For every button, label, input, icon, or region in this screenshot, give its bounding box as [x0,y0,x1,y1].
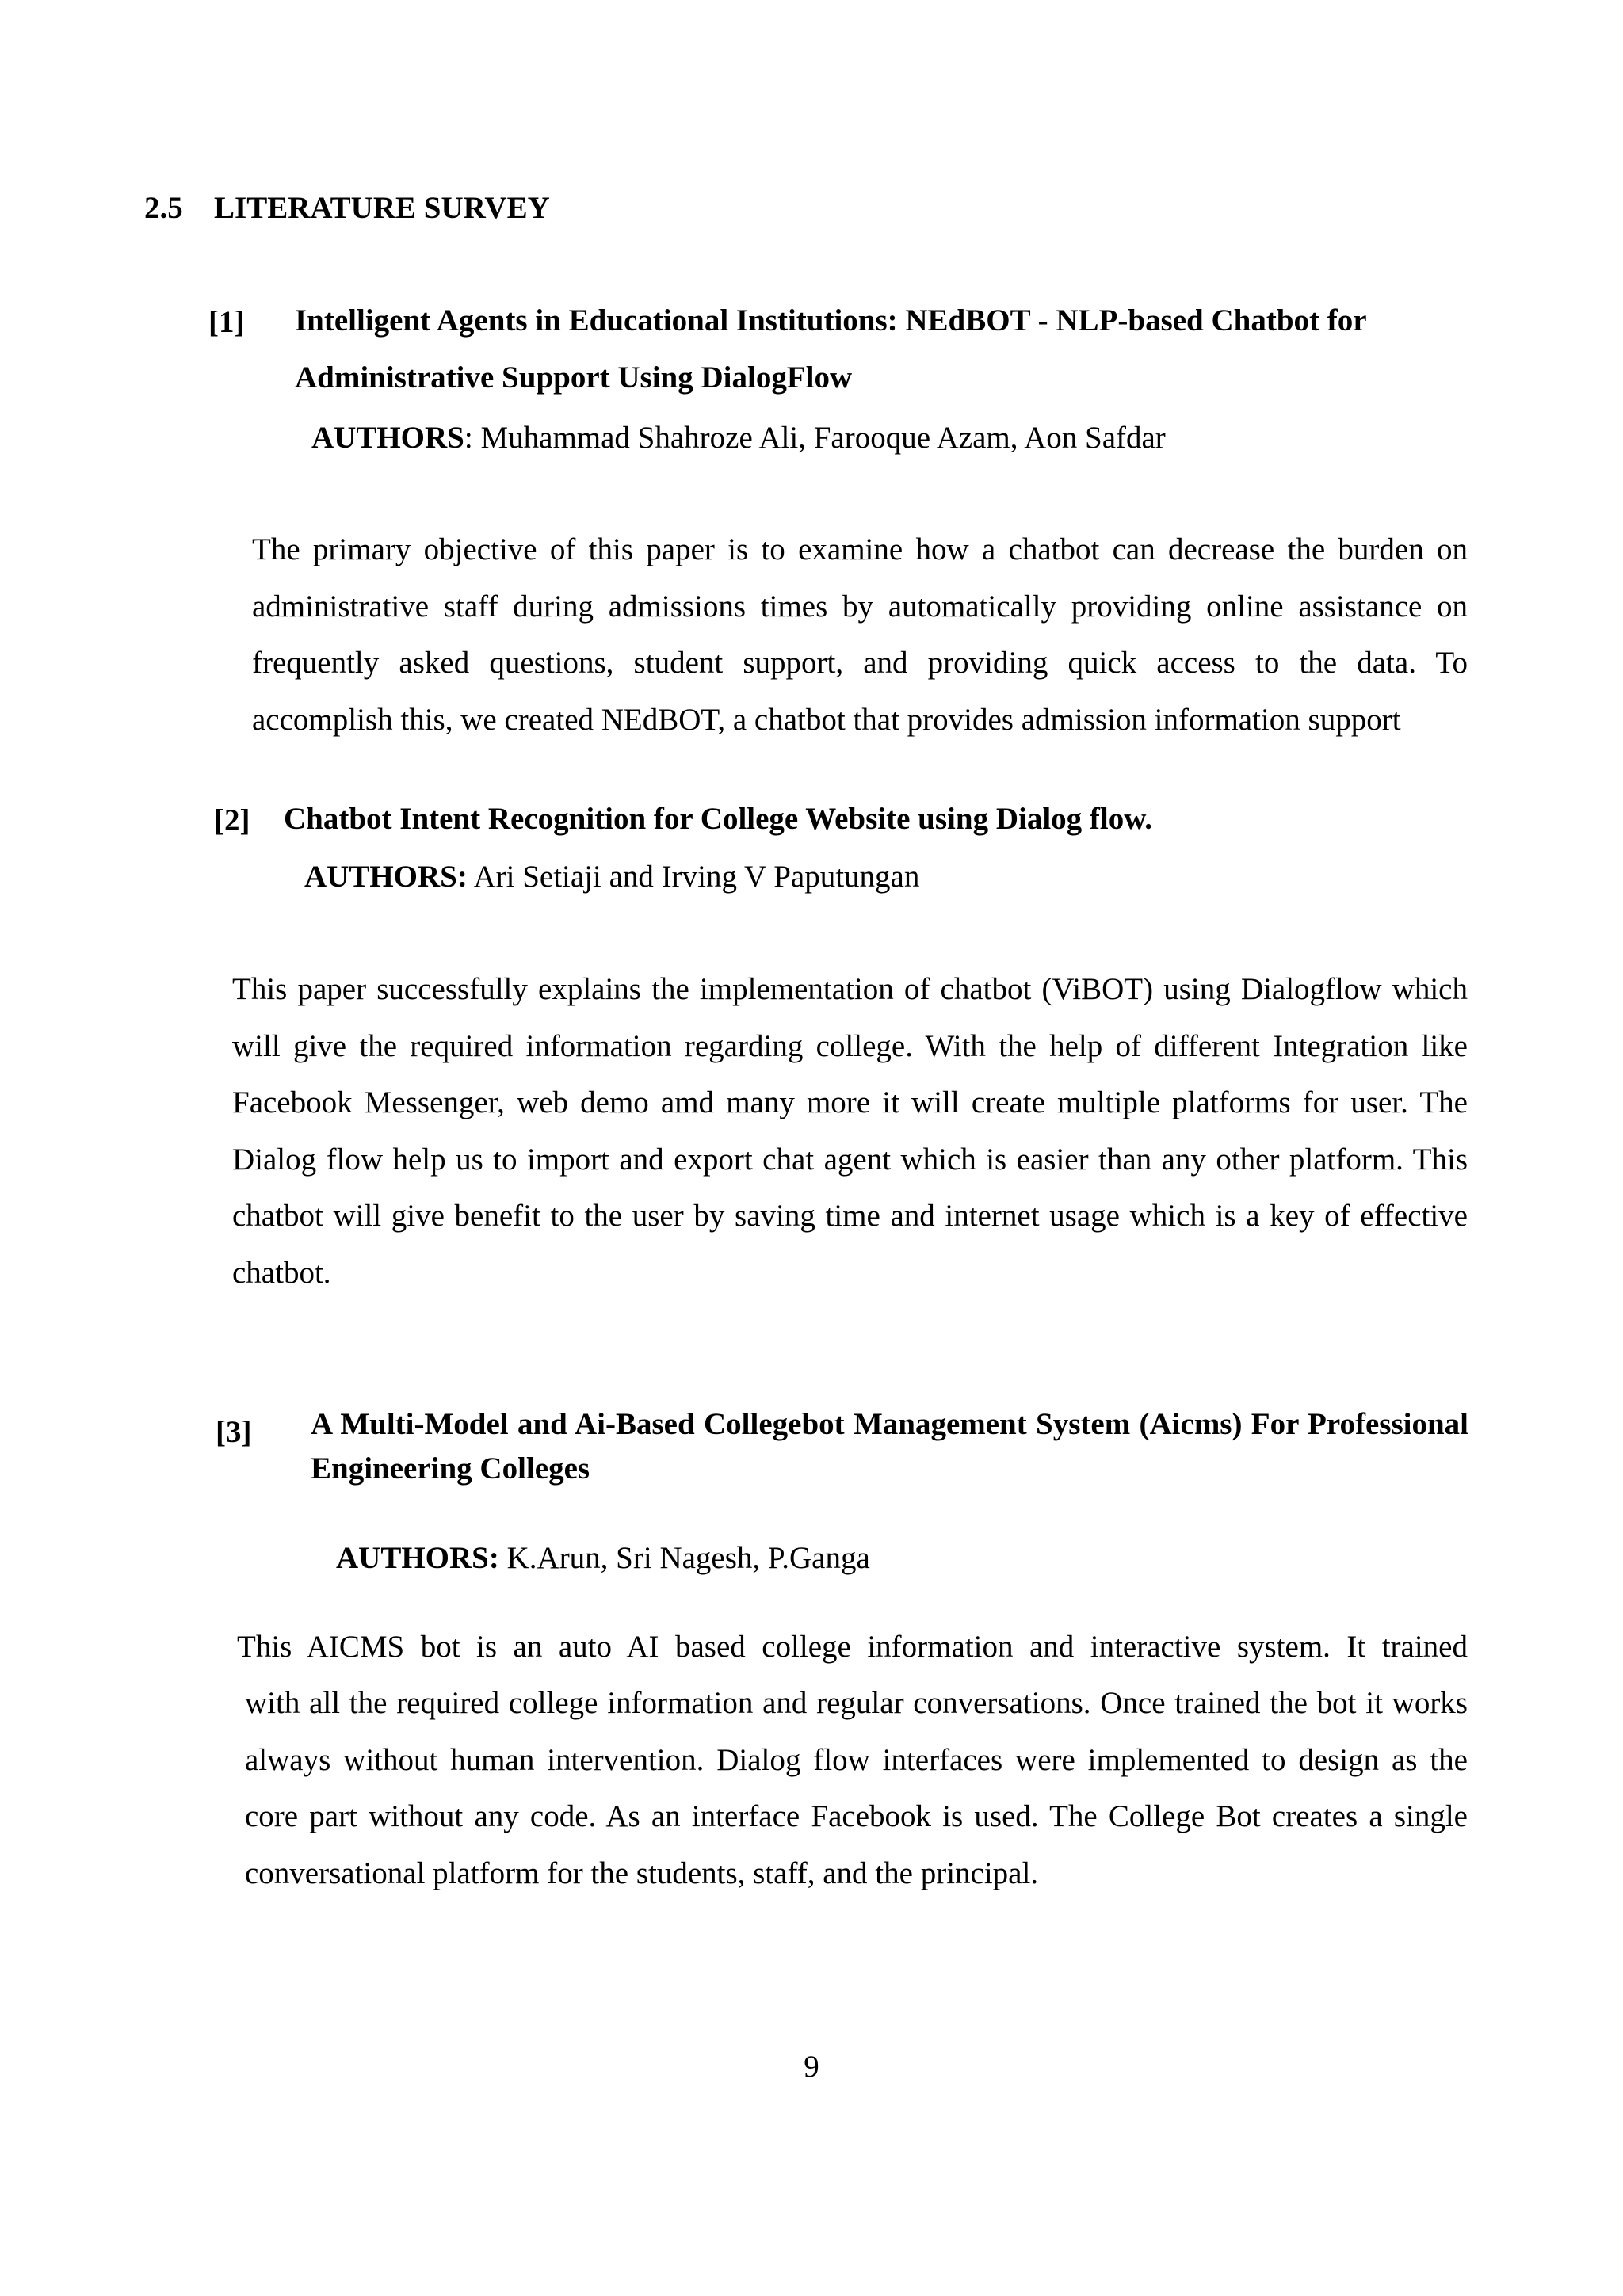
reference-authors [336,1540,870,1576]
authors-label: AUTHORS: [336,1541,499,1575]
section-heading [144,190,550,226]
reference-number: [1] [208,305,245,339]
authors-names: Muhammad Shahroze Ali, Farooque Azam, Aon Safdar [472,421,1166,455]
reference-summary: with all the required college information and regular conversations. Once trained the bot it works always without human intervention. Dialog flow interfaces were implemented to design as the core part without any code. As an interface Facebook is used. The College Bot creates a single conversational platform for the students, staff, and the principal. [245,1686,1468,1890]
reference-summary: The primary objective of this paper is to examine how a chatbot can decrease the burden on administrative staff during admissions times by automatically providing online assistance on frequently asked questions, student support, and providing quick access to the data. To accomplish this, we created NEdBOT, a chatbot that provides admission information support [252,532,1468,737]
reference-summary: This paper successfully explains the implementation of chatbot (ViBOT) using Dialogflow which will give the required information regarding college. With the help of different Integration like Facebook Messenger, web demo amd many more it will create multiple platforms for user. The Dialog flow help us to import and export chat agent which is easier than any other platform. This chatbot will give benefit to the user by saving time and internet usage which is a key of effective chatbot. [232,972,1468,1290]
reference-title: Chatbot Intent Recognition for College Website using Dialog flow. [284,802,1152,836]
reference-title: Intelligent Agents in Educational Institutions: NEdBOT - NLP-based Chatbot for Administrative Support Using DialogFlow [295,303,1366,395]
section-number: 2.5 [144,191,183,225]
section-title: LITERATURE SURVEY [214,191,550,225]
authors-names: Ari Setiaji and Irving V Paputungan [467,860,920,894]
reference-authors [304,859,919,894]
authors-names: K.Arun, Sri Nagesh, P.Ganga [498,1541,870,1575]
reference-authors [311,420,1166,456]
authors-label: AUTHORS [311,421,464,455]
page-number: 9 [804,2050,819,2084]
authors-separator: : [464,421,473,455]
reference-summary-first-line: This AICMS bot is an auto AI based college information and interactive system. It trained [237,1630,1468,1664]
reference-number: [3] [216,1415,252,1449]
authors-label: AUTHORS: [304,860,468,894]
reference-number: [2] [214,803,250,837]
reference-title: A Multi-Model and Ai-Based Collegebot Management System (Aicms) For Professional Engineering Colleges [311,1407,1468,1486]
